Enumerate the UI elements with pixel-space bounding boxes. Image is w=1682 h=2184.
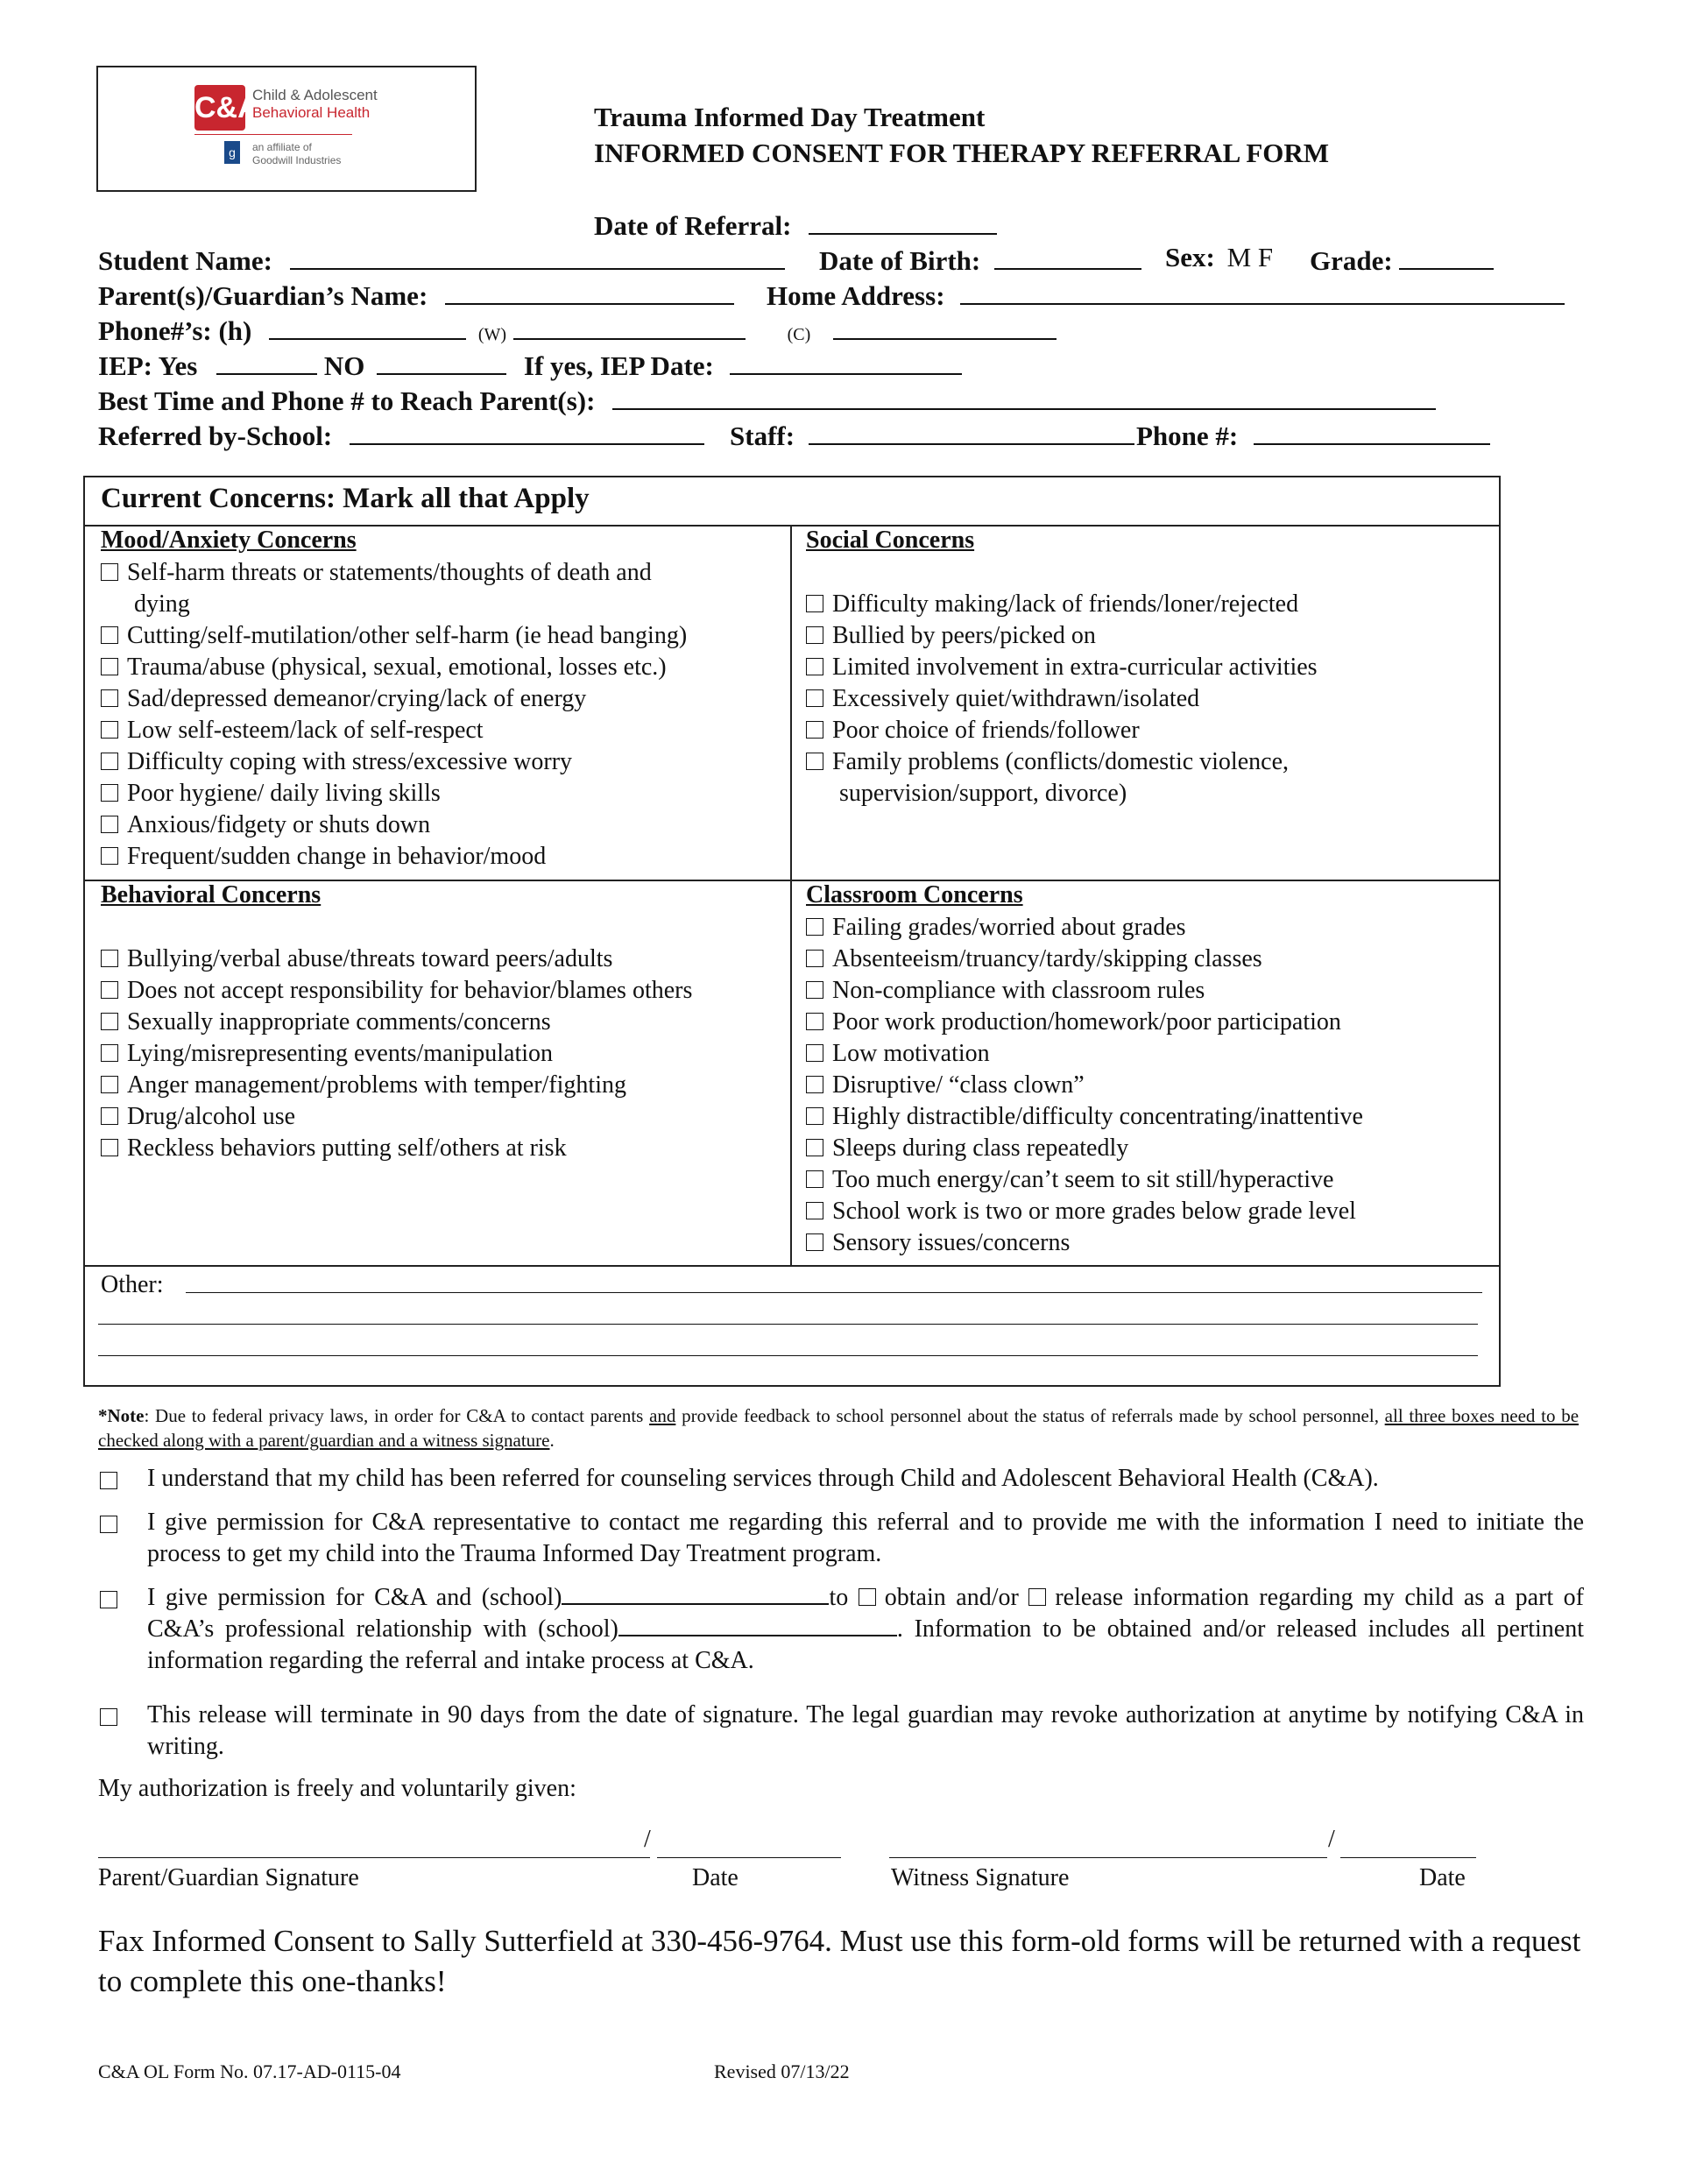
consent-4-text: This release will terminate in 90 days from the date of signature. The legal guardian may revoke authorization at anytime by notifying C&A in writing.	[147, 1701, 1584, 1760]
list-item[interactable]: Sad/depressed demeanor/crying/lack of energy	[101, 684, 586, 714]
list-item-continued: dying	[134, 590, 190, 618]
checkbox[interactable]	[806, 721, 823, 739]
list-item[interactable]: Failing grades/worried about grades	[806, 913, 1186, 943]
list-item[interactable]: Anger management/problems with temper/fighting	[101, 1071, 626, 1100]
phone-cell-label: (C)	[787, 325, 811, 344]
checkbox[interactable]	[806, 1107, 823, 1125]
phone-home-label: Phone#’s: (h)	[98, 315, 252, 346]
sex-label: Sex:	[1165, 242, 1215, 272]
logo-affiliate1: an affiliate of	[252, 141, 312, 153]
list-item[interactable]: Highly distractible/difficulty concentrating/inattentive	[806, 1102, 1363, 1132]
parent-date-label: Date	[692, 1864, 739, 1891]
list-item[interactable]: Difficulty coping with stress/excessive worry	[101, 747, 572, 777]
privacy-note: *Note: Due to federal privacy laws, in order for C&A to contact parents and provide feedback to school personnel about the status of referrals made by school personnel, all three boxes need to be checked along with a parent/guardian and a witness signature.	[98, 1405, 1580, 1451]
mood-section-title: Mood/Anxiety Concerns	[101, 527, 357, 554]
phone-work-label: (W)	[477, 325, 507, 344]
checkbox[interactable]	[806, 918, 823, 936]
checkbox[interactable]	[806, 689, 823, 707]
referred-by-field[interactable]	[98, 417, 704, 452]
list-item[interactable]: Poor hygiene/ daily living skills	[101, 779, 441, 809]
list-item[interactable]: Does not accept responsibility for behavior/blames others	[101, 976, 692, 1006]
logo-divider	[194, 134, 352, 135]
checkbox[interactable]	[101, 753, 118, 770]
student-name-field[interactable]	[98, 242, 785, 277]
checkbox[interactable]	[806, 1170, 823, 1188]
best-time-line[interactable]	[612, 382, 1436, 410]
list-item[interactable]: Non-compliance with classroom rules	[806, 976, 1205, 1006]
iep-field[interactable]	[98, 347, 962, 382]
checkbox[interactable]	[806, 753, 823, 770]
list-item[interactable]: Family problems (conflicts/domestic violence,	[806, 747, 1289, 777]
list-item[interactable]: Drug/alcohol use	[101, 1102, 295, 1132]
checkbox[interactable]	[101, 1076, 118, 1093]
list-item-continued: supervision/support, divorce)	[839, 780, 1127, 807]
guardian-name-line[interactable]	[445, 277, 734, 305]
list-item[interactable]: Self-harm threats or statements/thoughts of death and	[101, 558, 652, 588]
page-title: Trauma Informed Day Treatment	[594, 102, 986, 132]
best-time-field[interactable]	[98, 382, 1436, 417]
other-divider	[85, 1265, 1499, 1267]
logo-line2: Behavioral Health	[252, 104, 371, 121]
revision-date: Revised 07/13/22	[714, 2060, 850, 2082]
page-subtitle: INFORMED CONSENT FOR THERAPY REFERRAL FORM	[594, 138, 1330, 168]
checkbox[interactable]	[806, 1233, 823, 1251]
obtain-checkbox[interactable]	[859, 1588, 876, 1606]
checkbox[interactable]	[806, 1044, 823, 1062]
student-name-line[interactable]	[290, 242, 785, 270]
referred-by-line[interactable]	[350, 417, 704, 445]
goodwill-icon: g	[224, 141, 240, 164]
list-item[interactable]: Limited involvement in extra-curricular activities	[806, 653, 1318, 682]
parent-signature-line[interactable]	[98, 1857, 650, 1858]
other-line-1[interactable]	[186, 1292, 1482, 1293]
fax-instructions: Fax Informed Consent to Sally Sutterfield at 330-456-9764. Must use this form-old forms will be returned with a request to complete this one-thanks!	[98, 1924, 1581, 1998]
concerns-table	[83, 476, 1501, 1387]
guardian-name-label: Parent(s)/Guardian’s Name:	[98, 280, 428, 311]
checkbox[interactable]	[101, 658, 118, 675]
checkbox[interactable]	[806, 950, 823, 967]
checkbox[interactable]	[101, 1107, 118, 1125]
iep-date-label: If yes, IEP Date:	[523, 350, 714, 381]
concerns-heading: Current Concerns: Mark all that Apply	[101, 483, 590, 514]
list-item[interactable]: Too much energy/can’t seem to sit still/hyperactive	[806, 1165, 1333, 1195]
consent-3-text: I give permission for C&A and (school) to obtain and/or release information regarding my child as a part of C&A’s professional relationship with (school) . Information to be obtained and/or released includes all pertinent information regarding the referral and intake process at C&A.	[147, 1584, 1585, 1674]
iep-yes-label: IEP: Yes	[98, 350, 198, 381]
witness-date-slash: /	[1328, 1826, 1335, 1853]
checkbox[interactable]	[806, 595, 823, 612]
list-item[interactable]: Poor choice of friends/follower	[806, 716, 1140, 746]
list-item[interactable]: Trauma/abuse (physical, sexual, emotional, losses etc.)	[101, 653, 667, 682]
home-address-field[interactable]	[767, 277, 1565, 312]
checkbox[interactable]	[806, 1202, 823, 1219]
list-item[interactable]: Lying/misrepresenting events/manipulation	[101, 1039, 553, 1069]
date-of-birth-field[interactable]	[819, 242, 1141, 277]
release-checkbox[interactable]	[1028, 1588, 1046, 1606]
checkbox[interactable]	[101, 689, 118, 707]
authorization-statement: My authorization is freely and voluntarily given:	[98, 1775, 576, 1802]
phone-work-line[interactable]	[513, 312, 746, 340]
grade-line[interactable]	[1399, 242, 1494, 270]
phone-field[interactable]	[98, 312, 1057, 347]
list-item[interactable]: Poor work production/homework/poor participation	[806, 1007, 1341, 1037]
form-number: C&A OL Form No. 07.17-AD-0115-04	[98, 2060, 401, 2082]
logo-affiliate2: Goodwill Industries	[252, 154, 342, 166]
checkbox[interactable]	[101, 784, 118, 802]
checkbox[interactable]	[806, 1013, 823, 1030]
list-item[interactable]: School work is two or more grades below grade level	[806, 1197, 1356, 1226]
staff-field[interactable]	[730, 417, 1134, 452]
logo-box	[96, 66, 477, 192]
list-item[interactable]: Cutting/self-mutilation/other self-harm (ie head banging)	[101, 621, 687, 651]
checkbox[interactable]	[101, 626, 118, 644]
list-item[interactable]: Sleeps during class repeatedly	[806, 1134, 1128, 1163]
list-item[interactable]: Low motivation	[806, 1039, 990, 1069]
phone-home-line[interactable]	[269, 312, 466, 340]
student-name-label: Student Name:	[98, 245, 272, 276]
list-item[interactable]: Anxious/fidgety or shuts down	[101, 810, 430, 840]
school-name-line-2[interactable]	[618, 1614, 897, 1636]
consent-2-checkbox[interactable]	[100, 1516, 117, 1533]
list-item[interactable]: Difficulty making/lack of friends/loner/rejected	[806, 590, 1298, 619]
checkbox[interactable]	[101, 721, 118, 739]
list-item[interactable]: Frequent/sudden change in behavior/mood	[101, 842, 546, 872]
list-item[interactable]: Low self-esteem/lack of self-respect	[101, 716, 484, 746]
parent-signature-label: Parent/Guardian Signature	[98, 1864, 359, 1891]
list-item[interactable]: Excessively quiet/withdrawn/isolated	[806, 684, 1199, 714]
checkbox[interactable]	[101, 1013, 118, 1030]
checkbox[interactable]	[101, 816, 118, 833]
checkbox[interactable]	[101, 1044, 118, 1062]
checkbox[interactable]	[101, 950, 118, 967]
iep-date-line[interactable]	[730, 347, 962, 375]
consent-4-checkbox[interactable]	[100, 1708, 117, 1726]
checkbox[interactable]	[806, 1139, 823, 1156]
iep-no-line[interactable]	[377, 347, 506, 375]
parent-date-line[interactable]	[657, 1857, 841, 1858]
witness-date-label: Date	[1419, 1864, 1466, 1891]
checkbox[interactable]	[101, 563, 118, 581]
date-of-referral-line[interactable]	[809, 207, 997, 235]
consent-1-checkbox[interactable]	[100, 1472, 117, 1489]
logo-mark-icon: C&A	[194, 85, 245, 131]
date-of-birth-label: Date of Birth:	[819, 245, 981, 276]
staff-line[interactable]	[809, 417, 1134, 445]
consent-2-text: I give permission for C&A representative to contact me regarding this referral and to provide me with the information I need to initiate the process to get my child into the Trauma Informed Day Treatment program.	[147, 1509, 1584, 1567]
parent-date-slash: /	[644, 1826, 651, 1853]
witness-signature-label: Witness Signature	[891, 1864, 1070, 1891]
date-of-referral-field[interactable]	[594, 207, 997, 242]
sex-field[interactable]	[1165, 242, 1273, 273]
list-item[interactable]: Absenteeism/truancy/tardy/skipping classes	[806, 944, 1262, 974]
checkbox[interactable]	[806, 1076, 823, 1093]
phone-number-label: Phone #:	[1136, 421, 1239, 451]
phone-cell-line[interactable]	[833, 312, 1057, 340]
other-line-3[interactable]	[98, 1355, 1478, 1356]
home-address-label: Home Address:	[767, 280, 945, 311]
iep-no-label: NO	[323, 350, 365, 381]
grade-field[interactable]	[1310, 242, 1494, 277]
consent-3-checkbox[interactable]	[100, 1591, 117, 1608]
checkbox[interactable]	[806, 658, 823, 675]
staff-label: Staff:	[730, 421, 795, 451]
referred-by-label: Referred by-School:	[98, 421, 333, 451]
date-of-referral-label: Date of Referral:	[594, 210, 792, 241]
other-line-2[interactable]	[98, 1324, 1478, 1325]
list-item[interactable]: Disruptive/ “class clown”	[806, 1071, 1085, 1100]
guardian-name-field[interactable]	[98, 277, 734, 312]
grade-label: Grade:	[1310, 245, 1393, 276]
list-item[interactable]: Sexually inappropriate comments/concerns	[101, 1007, 551, 1037]
witness-date-line[interactable]	[1340, 1857, 1476, 1858]
consent-1-text: I understand that my child has been referred for counseling services through Child and Adolescent Behavioral Health (C&A).	[147, 1465, 1379, 1492]
iep-yes-line[interactable]	[216, 347, 317, 375]
list-item[interactable]: Bullying/verbal abuse/threats toward peers/adults	[101, 944, 612, 974]
social-section-title: Social Concerns	[806, 527, 975, 554]
phone-number-field[interactable]	[1136, 417, 1490, 452]
date-of-birth-line[interactable]	[994, 242, 1141, 270]
logo-line1: Child & Adolescent	[252, 87, 378, 103]
school-name-line-1[interactable]	[562, 1582, 829, 1605]
phone-number-line[interactable]	[1254, 417, 1490, 445]
checkbox[interactable]	[101, 981, 118, 999]
checkbox[interactable]	[101, 847, 118, 865]
checkbox[interactable]	[806, 981, 823, 999]
home-address-line[interactable]	[960, 277, 1565, 305]
sex-options[interactable]: M F	[1226, 242, 1274, 272]
list-item[interactable]: Sensory issues/concerns	[806, 1228, 1070, 1258]
other-label: Other:	[101, 1271, 164, 1298]
witness-signature-line[interactable]	[889, 1857, 1327, 1858]
list-item[interactable]: Bullied by peers/picked on	[806, 621, 1096, 651]
checkbox[interactable]	[101, 1139, 118, 1156]
list-item[interactable]: Reckless behaviors putting self/others at risk	[101, 1134, 567, 1163]
checkbox[interactable]	[806, 626, 823, 644]
behavioral-section-title: Behavioral Concerns	[101, 881, 322, 908]
classroom-section-title: Classroom Concerns	[806, 881, 1023, 908]
best-time-label: Best Time and Phone # to Reach Parent(s):	[98, 385, 596, 416]
concerns-column-divider	[790, 525, 792, 1265]
